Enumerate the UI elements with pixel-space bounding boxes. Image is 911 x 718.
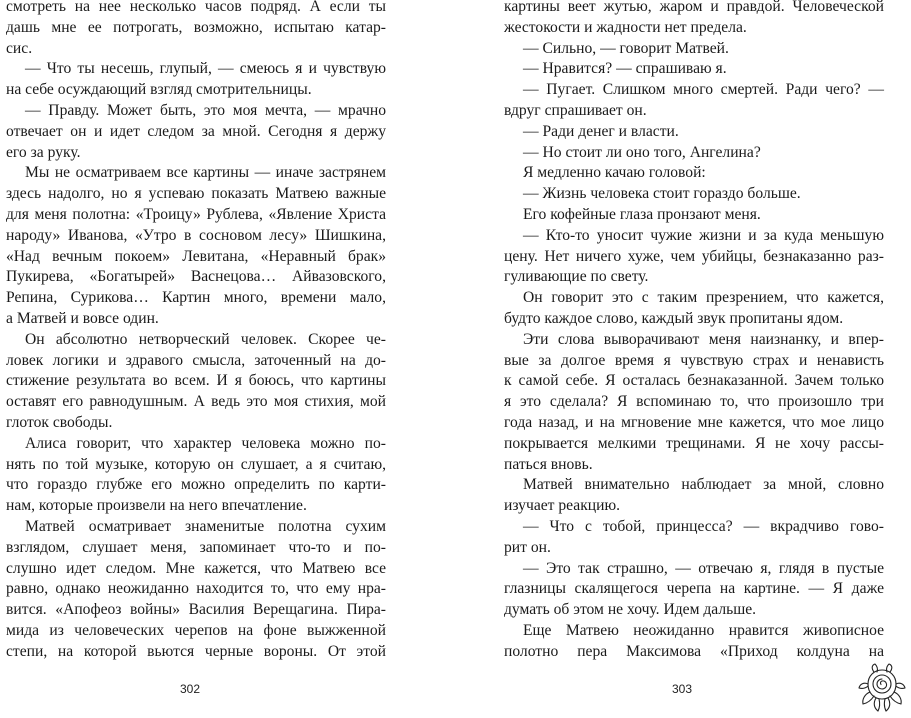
text-line: на себе осуждающий взгляд смотрительницы. <box>6 81 312 99</box>
text-line: — Жизнь человека стоит гораздо больше. <box>523 185 801 203</box>
text-line: думать об этом не хочу. Идем дальше. <box>504 601 757 619</box>
text-line: степи, на которой вьются черные вороны. От этой <box>6 642 386 660</box>
text-line: цену. Нет ничего хуже, чем убийцы, безнаказанно раз- <box>504 247 884 265</box>
text-line: его за руку. <box>6 143 81 161</box>
text-line: дашь мне ее потрогать, возможно, испытаю катар- <box>6 18 386 36</box>
text-line: «Над вечным покоем» Левитана, «Неравный брак» <box>6 247 386 265</box>
text-line: года назад, и на мгновение мне кажется, что мое лицо <box>504 413 884 431</box>
text-line: равно, однако неожиданно находится то, что ему нра- <box>6 580 386 598</box>
text-line: вится. «Апофеоз войны» Василия Верещагина. Пира- <box>6 601 386 619</box>
text-line: Мы не осматриваем все картины — иначе застрянем <box>25 164 386 182</box>
text-line: — Кто-то уносит чужие жизни и за куда меньшую <box>523 226 884 244</box>
text-line: — Что с тобой, принцесса? — вкрадчиво гово- <box>523 517 884 535</box>
text-line: Репина, Сурикова… Картин много, времени мало, <box>6 289 386 307</box>
text-line: здесь надолго, но я успеваю показать Матвею важные <box>6 185 386 203</box>
text-line: Его кофейные глаза пронзают меня. <box>523 205 761 223</box>
text-line: к самой себе. Я осталась безнаказанной. Зачем только <box>504 372 884 390</box>
text-line: я это сделала? Я вспоминаю то, что произошло три <box>504 393 884 411</box>
text-line: для меня полотна: «Троицу» Рублева, «Явление Христа <box>6 205 386 223</box>
left-page-text <box>6 0 386 663</box>
text-line: нять по той музыке, которую он слушает, а я считаю, <box>6 455 386 473</box>
text-line: слушно идет следом. Мне кажется, что Матвею все <box>6 559 386 577</box>
text-line: сис. <box>6 39 33 57</box>
text-line: — Но стоит ли оно того, Ангелина? <box>523 143 761 161</box>
text-line: смотреть на нее несколько часов подряд. А если ты <box>6 0 386 15</box>
text-line: а Матвей и вовсе один. <box>6 309 159 327</box>
rose-icon <box>856 662 908 714</box>
text-line: — Пугает. Слишком много смертей. Ради чего? — <box>523 81 884 99</box>
text-line: — Что ты несешь, глупый, — смеюсь я и чувствую <box>25 60 386 78</box>
text-line: паться вновь. <box>504 455 593 473</box>
text-line: Я медленно качаю головой: <box>523 164 706 182</box>
text-line: ловек логики и здравого смысла, заточенный на до- <box>6 351 386 369</box>
text-line: гуливающие по свету. <box>504 268 649 286</box>
text-line: картины веет жутью, жаром и правдой. Человеческой <box>504 0 884 15</box>
text-line: оставят его равнодушным. А ведь это моя стихия, мой <box>6 393 386 411</box>
text-line: — Сильно, — говорит Матвей. <box>523 39 729 57</box>
text-line: вдруг спрашивает он. <box>504 101 647 119</box>
text-line: Он абсолютно нетворческий человек. Скорее че- <box>25 330 386 348</box>
text-line: вые за долгое время я чувствую страх и ненависть <box>504 351 884 369</box>
text-line: мида из человеческих черепов на фоне выжженной <box>6 621 386 639</box>
right-page <box>504 0 884 718</box>
text-line: Он говорит это с таким презрением, что кажется, <box>523 289 884 307</box>
text-line: нам, которые произвели на него впечатление. <box>6 497 307 515</box>
text-line: будто каждое слово, каждый звук пропитаны ядом. <box>504 309 844 327</box>
right-page-text <box>504 0 884 663</box>
text-line: жестокости и жадности нет предела. <box>504 18 747 36</box>
text-line: глазницы скалящегося черепа на картине. — Я даже <box>504 580 884 598</box>
text-line: Матвей осматривает знаменитые полотна сухим <box>25 517 386 535</box>
text-line: Еще Матвею неожиданно нравится живописное <box>523 621 884 639</box>
left-page-number: 302 <box>179 682 201 696</box>
text-line: изучает реакцию. <box>504 497 621 515</box>
text-line: стижение результата во всем. И я боюсь, что картины <box>6 372 386 390</box>
text-line: — Правду. Может быть, это моя мечта, — мрачно <box>25 101 386 119</box>
right-page-number: 303 <box>671 682 693 696</box>
text-line: покрывается мелкими трещинами. Я не хочу рассы- <box>504 434 884 452</box>
text-line: что гораздо глубже его можно определить по карти- <box>6 476 386 494</box>
text-line: — Ради денег и власти. <box>523 122 679 140</box>
text-line: Алиса говорит, что характер человека можно по- <box>25 434 386 452</box>
text-line: Эти слова выворачивают меня наизнанку, и впер- <box>523 330 884 348</box>
text-line: народу» Иванова, «Утро в сосновом лесу» Шишкина, <box>6 226 386 244</box>
text-line: взглядом, слушает меня, запоминает что-то и по- <box>6 538 386 556</box>
text-line: глоток свободы. <box>6 413 113 431</box>
text-line: Пукирева, «Богатырей» Васнецова… Айвазовского, <box>6 268 386 286</box>
text-line: полотно пера Максимова «Приход колдуна на <box>504 642 884 660</box>
text-line: рит он. <box>504 538 551 556</box>
left-page <box>6 0 386 718</box>
text-line: — Нравится? — спрашиваю я. <box>523 60 727 78</box>
text-line: отвечает он и идет следом за мной. Сегодня я держу <box>6 122 386 140</box>
text-line: Матвей внимательно наблюдает за мной, словно <box>523 476 884 494</box>
text-line: — Это так страшно, — отвечаю я, глядя в пустые <box>523 559 884 577</box>
